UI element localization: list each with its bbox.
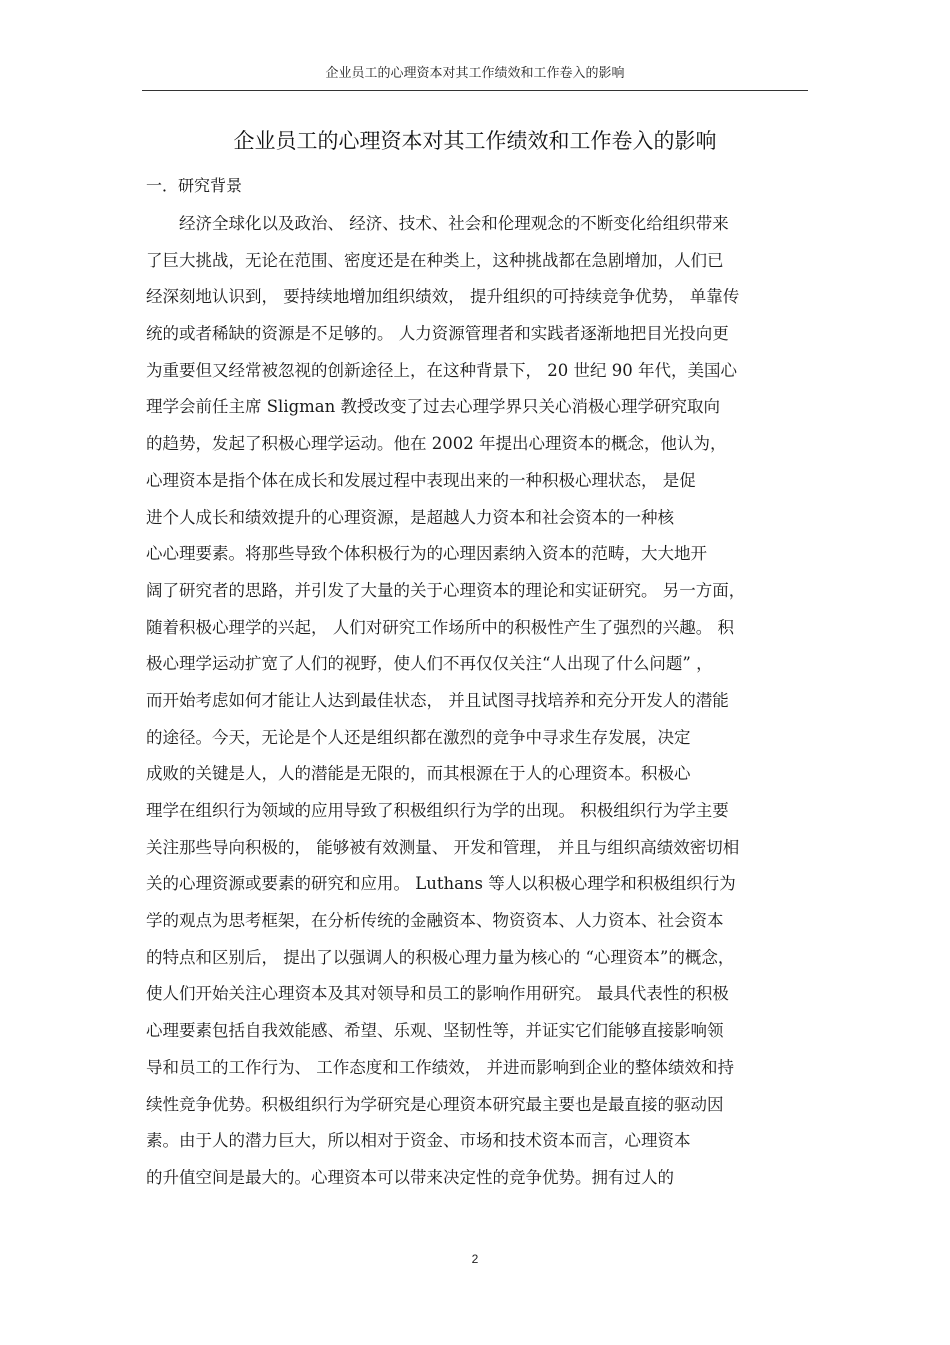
text-line: 为重要但又经常被忽视的创新途径上，在这种背景下， 20 世纪 90 年代，美国心: [146, 360, 737, 380]
text-line: 关注那些导向积极的， 能够被有效测量、 开发和管理， 并且与组织高绩效密切相: [146, 837, 740, 857]
text-line: 素。由于人的潜力巨大，所以相对于资金、市场和技术资本而言，心理资本: [146, 1131, 691, 1151]
text-line: 理学在组织行为领域的应用导致了积极组织行为学的出现。 积极组织行为学主要: [146, 801, 729, 820]
text-line: 心心理要素。将那些导致个体积极行为的心理因素纳入资本的范畴，大大地开: [146, 544, 707, 564]
header-rule: [142, 90, 808, 91]
text-line: 心理资本是指个体在成长和发展过程中表现出来的一种积极心理状态， 是促: [146, 470, 696, 490]
text-line: 经深刻地认识到， 要持续地增加组织绩效， 提升组织的可持续竞争优势， 单靠传: [146, 287, 740, 307]
text-line: 极心理学运动扩宽了人们的视野，使人们不再仅仅关注“人出现了什么问题” ，: [146, 654, 713, 674]
text-line: 成败的关键是人，人的潜能是无限的，而其根源在于人的心理资本。积极心: [146, 764, 691, 784]
text-line: 而开始考虑如何才能让人达到最佳状态， 并且试图寻找培养和充分开发人的潜能: [146, 690, 729, 710]
text-line: 统的或者稀缺的资源是不足够的。 人力资源管理者和实践者逐渐地把目光投向更: [146, 324, 729, 344]
text-line: 理学会前任主席 Sligman 教授改变了过去心理学界只关心消极心理学研究取向: [146, 397, 721, 417]
text-line: 的途径。今天，无论是个人还是组织都在激烈的竞争中寻求生存发展，决定: [146, 727, 691, 747]
document-title: 企业员工的心理资本对其工作绩效和工作卷入的影响: [233, 129, 717, 153]
text-line: 的特点和区别后， 提出了以强调人的积极心理力量为核心的 “心理资本”的概念，: [146, 947, 735, 967]
text-line: 进个人成长和绩效提升的心理资源，是超越人力资本和社会资本的一种核: [146, 507, 674, 527]
body-text: [146, 206, 806, 1197]
page-number: 2: [471, 1252, 479, 1266]
text-line: 了巨大挑战，无论在范围、密度还是在种类上，这种挑战都在急剧增加，人们已: [146, 250, 724, 270]
text-line: 导和员工的工作行为、 工作态度和工作绩效， 并进而影响到企业的整体绩效和持: [146, 1057, 734, 1077]
text-line: 阔了研究者的思路，并引发了大量的关于心理资本的理论和实证研究。 另一方面，: [146, 580, 746, 600]
text-line: 随着积极心理学的兴起， 人们对研究工作场所中的积极性产生了强烈的兴趣。 积: [146, 617, 734, 637]
running-header: 企业员工的心理资本对其工作绩效和工作卷入的影响: [325, 66, 625, 81]
text-line: 使人们开始关注心理资本及其对领导和员工的影响作用研究。 最具代表性的积极: [146, 984, 729, 1004]
text-line: 的升值空间是最大的。心理资本可以带来决定性的竞争优势。拥有过人的: [146, 1167, 674, 1187]
text-line: 续性竞争优势。积极组织行为学研究是心理资本研究最主要也是最直接的驱动因: [146, 1094, 724, 1114]
text-line: 心理要素包括自我效能感、希望、乐观、坚韧性等，并证实它们能够直接影响领: [146, 1021, 724, 1041]
text-line: 学的观点为思考框架，在分析传统的金融资本、物资资本、人力资本、社会资本: [146, 911, 724, 931]
section-heading: 一．研究背景: [146, 176, 243, 195]
text-line: 关的心理资源或要素的研究和应用。 Luthans 等人以积极心理学和积极组织行为: [146, 874, 736, 894]
text-line: 的趋势，发起了积极心理学运动。他在 2002 年提出心理资本的概念，他认为，: [146, 434, 727, 454]
text-line: 经济全球化以及政治、 经济、技术、社会和伦理观念的不断变化给组织带来: [179, 214, 729, 233]
